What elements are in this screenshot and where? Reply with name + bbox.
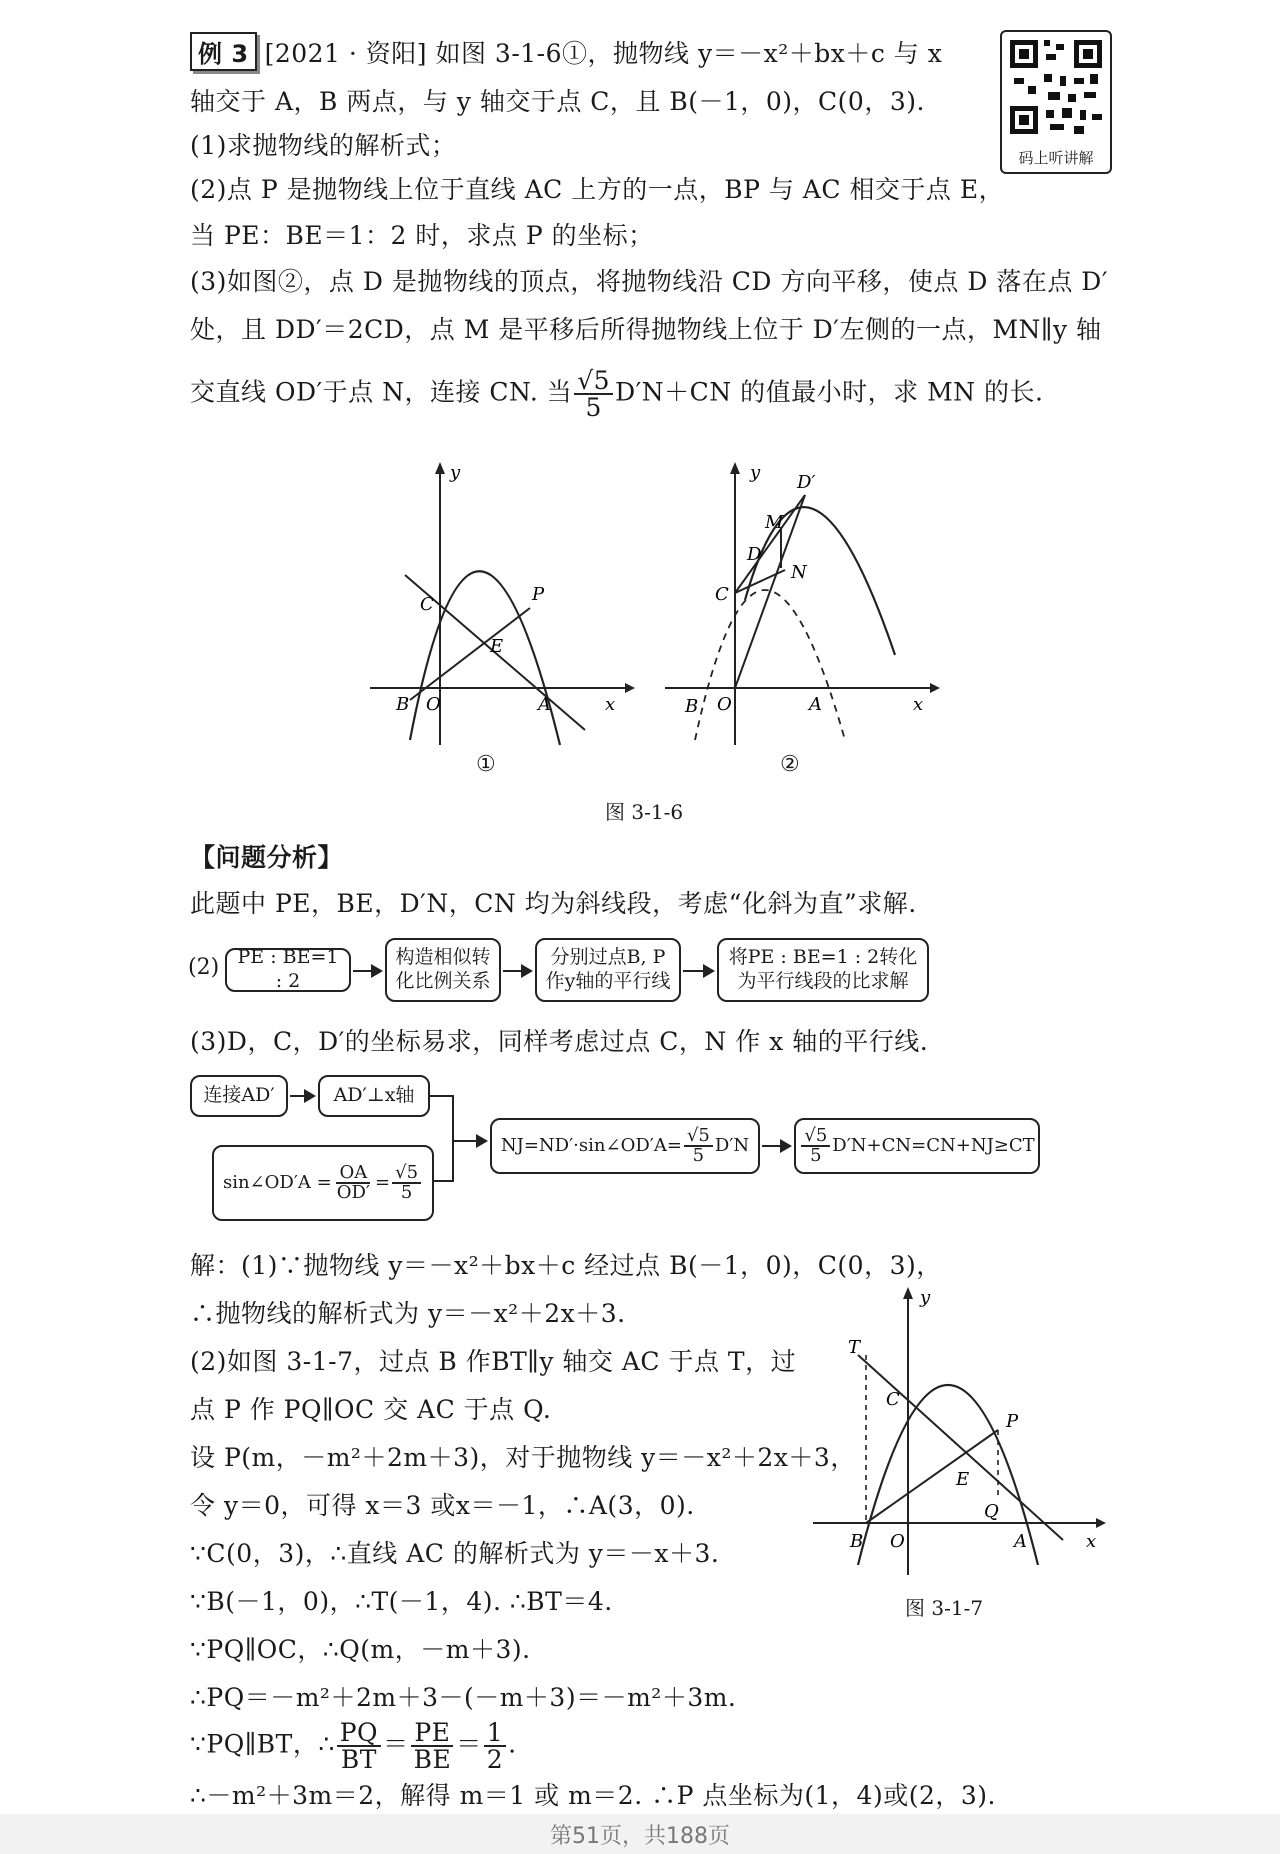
s11-eq: ＝ <box>383 1729 409 1759</box>
flow3-box-1: 连接AD′ <box>190 1075 288 1117</box>
flow2-arrow-3 <box>683 970 713 972</box>
analysis-intro: 此题中 PE，BE，D′N，CN 均为斜线段，考虑“化斜为直”求解. <box>190 889 917 918</box>
figure-caption-3-1-6: 图 3-1-6 <box>605 800 684 824</box>
flow3-arrow-3 <box>762 1145 790 1147</box>
frac-num: √5 <box>801 1127 830 1147</box>
fig1-label-x: x <box>605 694 616 715</box>
box5-frac <box>801 1127 830 1165</box>
question-3c-post: D′N＋CN 的值最小时，求 MN 的长. <box>615 377 1044 407</box>
flow2-box-1: PE : BE=1 : 2 <box>225 948 351 992</box>
box3-frac-2 <box>392 1164 421 1202</box>
question-3a: (3)如图②，点 D 是抛物线的顶点，将抛物线沿 CD 方向平移，使点 D 落在点 D′ <box>190 267 1109 296</box>
flow2-arrow-1 <box>353 970 381 972</box>
figure-1 <box>360 460 640 750</box>
solution-5: 设 P(m，－m²＋2m＋3)，对于抛物线 y＝－x²＋2x＋3， <box>190 1443 856 1472</box>
figure-caption-3-1-7: 图 3-1-7 <box>905 1596 984 1620</box>
fig2-label-n: N <box>791 562 807 583</box>
flow3-box-2: AD′⊥x轴 <box>318 1075 430 1117</box>
figure-2 <box>655 460 945 750</box>
solution-10: ∴PQ＝－m²＋2m＋3－(－m＋3)＝－m²＋3m. <box>190 1683 737 1712</box>
problem-line-2: 轴交于 A，B 两点，与 y 轴交于点 C，且 B(－1，0)，C(0，3). <box>190 87 925 116</box>
figure-1-sublabel: ① <box>476 752 496 777</box>
flow3-arrow-2 <box>454 1140 486 1142</box>
fig2-label-c: C <box>715 584 729 605</box>
fig1-label-p: P <box>532 584 545 605</box>
connector-vertical <box>452 1095 454 1182</box>
fig2-label-y: y <box>750 462 761 483</box>
box4-frac <box>684 1127 713 1165</box>
connector-bottom <box>434 1180 454 1182</box>
s11-pre: ∵PQ∥BT，∴ <box>190 1729 335 1759</box>
frac-den: BT <box>340 1745 377 1774</box>
flow3-box-5 <box>794 1118 1040 1174</box>
fig1-label-e: E <box>490 636 504 657</box>
fig1-label-a: A <box>538 694 551 715</box>
frac-den: 5 <box>810 1145 822 1166</box>
solution-2: ∴抛物线的解析式为 y＝－x²＋2x＋3. <box>190 1299 626 1328</box>
fig2-label-m: M <box>765 512 784 533</box>
fig3-label-b: B <box>850 1531 864 1552</box>
frac-pq-bt <box>337 1720 381 1772</box>
fig2-label-b: B <box>685 696 699 717</box>
sqrt5-over-5 <box>574 368 613 420</box>
box4-post: D′N <box>714 1134 750 1156</box>
fig3-label-x: x <box>1086 1531 1097 1552</box>
fig1-label-c: C <box>420 594 434 615</box>
frac-den: 5 <box>400 1182 413 1203</box>
flow3-arrow-1 <box>290 1095 314 1097</box>
question-2a: (2)点 P 是抛物线上位于直线 AC 上方的一点，BP 与 AC 相交于点 E， <box>190 175 1005 204</box>
fig2-label-x: x <box>913 694 924 715</box>
solution-12: ∴－m²＋3m＝2，解得 m＝1 或 m＝2. ∴P 点坐标为(1，4)或(2，3). <box>190 1781 996 1810</box>
fig2-label-a: A <box>809 694 822 715</box>
fig2-label-d: D <box>747 544 762 565</box>
page-indicator: 第51页，共188页 <box>0 1814 1280 1854</box>
question-1: (1)求抛物线的解析式； <box>190 131 457 160</box>
fig2-label-o: O <box>717 694 732 715</box>
flow2-box-4: 将PE : BE=1 : 2转化为平行线段的比求解 <box>717 938 929 1002</box>
question-2b: 当 PE：BE＝1：2 时，求点 P 的坐标； <box>190 221 654 250</box>
question-3c <box>190 368 1043 420</box>
frac-num: OA <box>336 1164 370 1184</box>
qr-code-icon <box>1004 34 1108 142</box>
flow2-label: (2) <box>188 955 220 980</box>
fig1-label-y: y <box>450 462 461 483</box>
fig3-label-e: E <box>956 1469 970 1490</box>
frac-den: OD′ <box>336 1182 370 1203</box>
problem-line-1 <box>190 32 942 71</box>
frac-den: 2 <box>486 1745 504 1774</box>
flow2-box-2: 构造相似转化比例关系 <box>385 938 501 1002</box>
frac-den: 5 <box>692 1145 705 1166</box>
question-3c-pre: 交直线 OD′于点 N，连接 CN. 当 <box>190 377 573 407</box>
flow3-intro: (3)D，C，D′的坐标易求，同样考虑过点 C，N 作 x 轴的平行线. <box>190 1027 929 1056</box>
flow2-box-3: 分别过点B, P作y轴的平行线 <box>535 938 681 1002</box>
solution-4: 点 P 作 PQ∥OC 交 AC 于点 Q. <box>190 1395 552 1424</box>
box3-frac-1 <box>334 1164 373 1202</box>
box5-post: D′N+CN=CN+NJ≥CT <box>832 1134 1035 1156</box>
fig3-label-c: C <box>886 1389 900 1410</box>
question-3b: 处，且 DD′＝2CD，点 M 是平移后所得抛物线上位于 D′左侧的一点，MN∥y 轴 <box>190 315 1102 344</box>
figure-3-1-7 <box>808 1285 1108 1575</box>
example-tag: 例 3 <box>190 32 257 71</box>
frac-num: √5 <box>392 1164 421 1184</box>
fig3-label-o: O <box>890 1531 905 1552</box>
fig3-label-y: y <box>920 1287 931 1308</box>
box3-eq: = <box>375 1171 391 1193</box>
frac-num: PE <box>411 1720 453 1747</box>
fig3-label-q: Q <box>984 1501 999 1522</box>
fig3-label-a: A <box>1014 1531 1027 1552</box>
solution-11 <box>190 1720 517 1772</box>
frac-pe-be <box>411 1720 455 1772</box>
qr-label: 码上听讲解 <box>1018 149 1094 167</box>
frac-den: BE <box>413 1745 452 1774</box>
solution-1: 解：(1)∵抛物线 y＝－x²＋bx＋c 经过点 B(－1，0)，C(0，3)， <box>190 1251 942 1280</box>
solution-8: ∵B(－1，0)，∴T(－1，4). ∴BT＝4. <box>190 1587 613 1616</box>
solution-9: ∵PQ∥OC，∴Q(m，－m＋3). <box>190 1635 531 1664</box>
frac-num: 1 <box>484 1720 506 1747</box>
s11-eq2: ＝ <box>456 1729 482 1759</box>
frac-num: PQ <box>337 1720 381 1747</box>
s11-post: . <box>508 1729 517 1759</box>
frac-1-2 <box>484 1720 506 1772</box>
fig2-label-dprime: D′ <box>797 472 816 493</box>
analysis-heading: 【问题分析】 <box>190 843 344 872</box>
frac-num: √5 <box>574 368 613 395</box>
frac-den: 5 <box>585 393 602 422</box>
solution-6: 令 y＝0，可得 x＝3 或x＝－1，∴A(3，0). <box>190 1491 695 1520</box>
flow3-box-4 <box>490 1118 760 1174</box>
problem-text-1: [2021 · 资阳] 如图 3-1-6①，抛物线 y＝－x²＋bx＋c 与 x <box>264 39 943 68</box>
fig3-label-t: T <box>848 1337 861 1358</box>
fig1-label-o: O <box>426 694 441 715</box>
flow3-box-3 <box>212 1145 434 1221</box>
box4-pre: NJ=ND′·sin∠OD′A= <box>500 1134 682 1156</box>
box3-pre: sin∠OD′A = <box>222 1171 332 1193</box>
solution-3: (2)如图 3-1-7，过点 B 作BT∥y 轴交 AC 于点 T，过 <box>190 1347 797 1376</box>
fig3-label-p: P <box>1006 1411 1019 1432</box>
solution-7: ∵C(0，3)，∴直线 AC 的解析式为 y＝－x＋3. <box>190 1539 720 1568</box>
frac-num: √5 <box>684 1127 713 1147</box>
qr-code[interactable] <box>1000 30 1112 174</box>
figure-2-sublabel: ② <box>780 752 800 777</box>
flow2-arrow-2 <box>503 970 531 972</box>
fig1-label-b: B <box>396 694 410 715</box>
connector-top <box>430 1095 454 1097</box>
